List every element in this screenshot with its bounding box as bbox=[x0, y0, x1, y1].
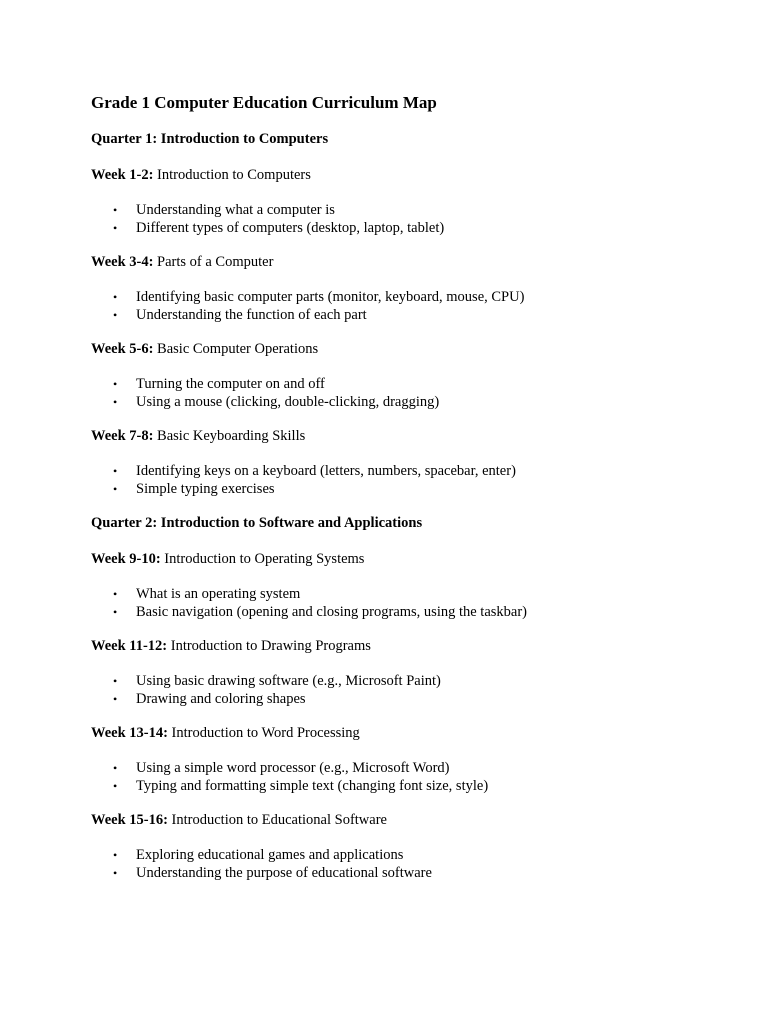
week-13-14-list bbox=[91, 759, 691, 795]
week-9-10-heading bbox=[91, 549, 691, 570]
list-item bbox=[91, 288, 691, 306]
bullet-icon: • bbox=[113, 761, 118, 775]
week-1-2-heading bbox=[91, 165, 691, 186]
week-label: Week 13-14: bbox=[91, 725, 168, 741]
list-item bbox=[91, 219, 691, 237]
list-item bbox=[91, 846, 691, 864]
week-topic: Introduction to Word Processing bbox=[171, 725, 360, 741]
bullet-icon: • bbox=[113, 866, 118, 880]
list-item bbox=[91, 690, 691, 708]
week-7-8-list bbox=[91, 462, 691, 498]
bullet-icon: • bbox=[113, 395, 118, 409]
bullet-icon: • bbox=[113, 674, 118, 688]
document-content bbox=[91, 91, 691, 897]
list-item-text: Understanding what a computer is bbox=[136, 202, 335, 218]
list-item bbox=[91, 462, 691, 480]
week-9-10-list bbox=[91, 585, 691, 621]
bullet-icon: • bbox=[113, 377, 118, 391]
week-3-4-heading bbox=[91, 252, 691, 273]
week-13-14-heading bbox=[91, 723, 691, 744]
list-item-text: Different types of computers (desktop, laptop, tablet) bbox=[136, 220, 445, 236]
list-item-text: Turning the computer on and off bbox=[136, 376, 325, 392]
list-item bbox=[91, 777, 691, 795]
bullet-icon: • bbox=[113, 290, 118, 304]
list-item-text: What is an operating system bbox=[136, 586, 301, 602]
bullet-icon: • bbox=[113, 587, 118, 601]
week-3-4-list bbox=[91, 288, 691, 324]
list-item-text: Using a mouse (clicking, double-clicking, dragging) bbox=[136, 394, 440, 410]
bullet-icon: • bbox=[113, 692, 118, 706]
list-item bbox=[91, 585, 691, 603]
list-item bbox=[91, 375, 691, 393]
bullet-icon: • bbox=[113, 221, 118, 235]
week-11-12-list bbox=[91, 672, 691, 708]
week-11-12-heading bbox=[91, 636, 691, 657]
bullet-icon: • bbox=[113, 482, 118, 496]
week-topic: Basic Keyboarding Skills bbox=[157, 428, 306, 444]
list-item-text: Using a simple word processor (e.g., Microsoft Word) bbox=[136, 760, 450, 776]
week-label: Week 1-2: bbox=[91, 167, 154, 183]
bullet-icon: • bbox=[113, 203, 118, 217]
week-topic: Parts of a Computer bbox=[157, 254, 274, 270]
week-topic: Introduction to Educational Software bbox=[171, 812, 387, 828]
list-item-text: Using basic drawing software (e.g., Microsoft Paint) bbox=[136, 673, 441, 689]
list-item-text: Typing and formatting simple text (changing font size, style) bbox=[136, 778, 489, 794]
week-5-6-list bbox=[91, 375, 691, 411]
week-topic: Introduction to Drawing Programs bbox=[170, 638, 371, 654]
list-item bbox=[91, 864, 691, 882]
list-item bbox=[91, 201, 691, 219]
bullet-icon: • bbox=[113, 848, 118, 862]
week-topic: Basic Computer Operations bbox=[157, 341, 319, 357]
bullet-icon: • bbox=[113, 605, 118, 619]
bullet-icon: • bbox=[113, 464, 118, 478]
week-topic: Introduction to Operating Systems bbox=[164, 551, 365, 567]
week-1-2-list bbox=[91, 201, 691, 237]
week-7-8-heading bbox=[91, 426, 691, 447]
bullet-icon: • bbox=[113, 308, 118, 322]
week-5-6-heading bbox=[91, 339, 691, 360]
week-label: Week 15-16: bbox=[91, 812, 168, 828]
list-item bbox=[91, 603, 691, 621]
list-item bbox=[91, 672, 691, 690]
document-title: Grade 1 Computer Education Curriculum Map bbox=[91, 93, 437, 112]
list-item bbox=[91, 759, 691, 777]
week-label: Week 3-4: bbox=[91, 254, 154, 270]
list-item-text: Identifying keys on a keyboard (letters, numbers, spacebar, enter) bbox=[136, 463, 516, 479]
list-item-text: Understanding the purpose of educational software bbox=[136, 865, 432, 881]
list-item-text: Basic navigation (opening and closing programs, using the taskbar) bbox=[136, 604, 528, 620]
week-label: Week 5-6: bbox=[91, 341, 154, 357]
list-item bbox=[91, 306, 691, 324]
list-item-text: Drawing and coloring shapes bbox=[136, 691, 306, 707]
list-item bbox=[91, 480, 691, 498]
list-item bbox=[91, 393, 691, 411]
list-item-text: Exploring educational games and applications bbox=[136, 847, 404, 863]
list-item-text: Understanding the function of each part bbox=[136, 307, 367, 323]
list-item-text: Identifying basic computer parts (monitor, keyboard, mouse, CPU) bbox=[136, 289, 525, 305]
week-15-16-heading bbox=[91, 810, 691, 831]
list-item-text: Simple typing exercises bbox=[136, 481, 275, 497]
week-label: Week 9-10: bbox=[91, 551, 161, 567]
bullet-icon: • bbox=[113, 779, 118, 793]
week-topic: Introduction to Computers bbox=[157, 167, 311, 183]
week-label: Week 11-12: bbox=[91, 638, 168, 654]
quarter-1-heading: Quarter 1: Introduction to Computers bbox=[91, 131, 329, 147]
week-15-16-list bbox=[91, 846, 691, 882]
week-label: Week 7-8: bbox=[91, 428, 154, 444]
quarter-2-heading: Quarter 2: Introduction to Software and Applications bbox=[91, 515, 423, 531]
